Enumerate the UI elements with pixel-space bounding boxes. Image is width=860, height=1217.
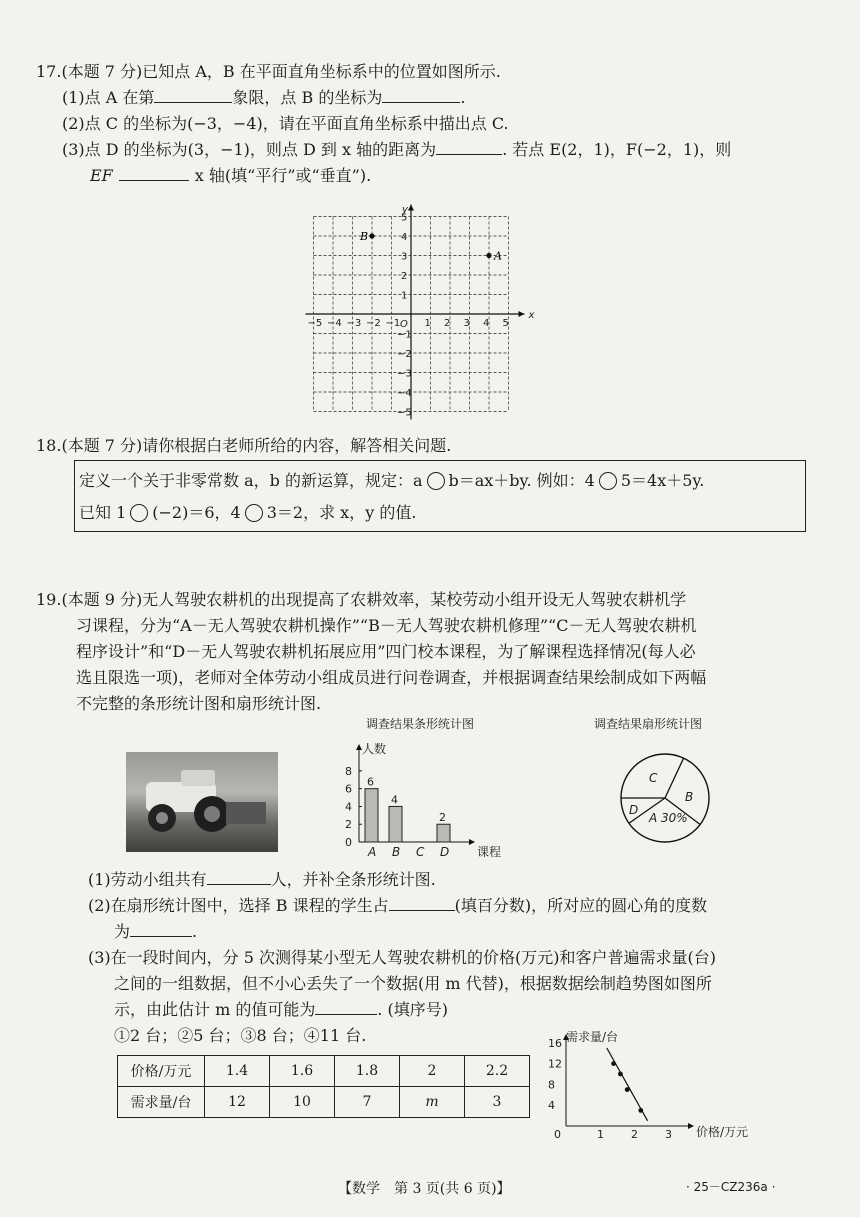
- q19-part1-text: (1)劳动小组共有: [88, 870, 207, 889]
- operator-circle-icon: [130, 504, 148, 522]
- pie-slice-label: D: [629, 803, 639, 817]
- q17-part1-text-a: (1)点 A 在第: [62, 88, 155, 107]
- definition-text: 已知 1: [79, 503, 127, 522]
- q19-line-3: 程序设计”和“D－无人驾驶农耕机拓展应用”四门校本课程，为了解课程选择情况(每人必: [76, 642, 696, 661]
- bar-chart-title: 调查结果条形统计图: [366, 717, 475, 731]
- pie-chart: [610, 748, 720, 848]
- q19-part1-text: 人，并补全条形统计图.: [270, 870, 436, 889]
- x-tick-label: D: [440, 845, 450, 858]
- y-tick-label: 6: [345, 782, 352, 796]
- table-cell: 2: [400, 1056, 465, 1087]
- q17-part3: [62, 140, 731, 160]
- x-tick-label: 2: [444, 318, 451, 329]
- data-point: [611, 1061, 616, 1066]
- q17-part3-cont: [90, 166, 371, 186]
- q19-part2-text: (2)在扇形统计图中，选择 B 课程的学生占: [88, 896, 389, 915]
- y-axis-label: y: [402, 204, 408, 216]
- q19-part1: [88, 870, 436, 890]
- x-axis-label: 价格/万元: [696, 1125, 749, 1139]
- data-point: [638, 1108, 643, 1113]
- y-tick-label: 8: [345, 764, 352, 778]
- tick-labels: [308, 205, 535, 419]
- q19-line-4: 选且限选一项)，老师对全体劳动小组成员进行问卷调查，并根据调查结果绘制成如下两幅: [76, 668, 707, 687]
- q19-part3-a: (3)在一段时间内，分 5 次测得某小型无人驾驶农耕机的价格(万元)和客户普遍需求量(台): [88, 948, 716, 967]
- y-tick-label: −3: [397, 368, 412, 380]
- operator-circle-icon: [427, 472, 445, 490]
- answer-blank[interactable]: [315, 1000, 377, 1015]
- x-axis-label: x: [528, 310, 535, 321]
- x-tick-label: −5: [307, 318, 323, 329]
- q19-part2-cont: [114, 922, 197, 942]
- price-demand-table: [117, 1055, 530, 1118]
- x-tick-label: 1: [424, 318, 431, 329]
- y-tick-label: 5: [401, 212, 408, 224]
- bar-value-label: 6: [367, 775, 374, 789]
- y-tick-label: −2: [397, 349, 412, 360]
- y-tick-label: 2: [345, 818, 352, 832]
- answer-blank[interactable]: [382, 88, 460, 103]
- q19-part3-b: 之间的一组数据，但不小心丢失了一个数据(用 m 代替)，根据数据绘制趋势图如图所: [114, 974, 712, 993]
- q19-part3-options: ①2 台；②5 台；③8 台；④11 台.: [114, 1026, 367, 1045]
- x-tick-label: 0: [554, 1128, 561, 1141]
- answer-blank[interactable]: [436, 140, 502, 155]
- trend-chart: [540, 1028, 770, 1148]
- q17-stem: 17.(本题 7 分)已知点 A，B 在平面直角坐标系中的位置如图所示.: [36, 62, 501, 81]
- table-row: [118, 1056, 530, 1087]
- q19-part2: [88, 896, 707, 916]
- q17-ef-label: EF: [90, 166, 113, 185]
- origin-label: O: [400, 319, 408, 330]
- data-point: [625, 1087, 630, 1092]
- q19-line-2: 习课程，分为“A－无人驾驶农耕机操作”“B－无人驾驶农耕机修理”“C－无人驾驶农耕机: [76, 616, 697, 635]
- q19-line-5: 不完整的条形统计图和扇形统计图.: [76, 694, 322, 713]
- definition-line-1: [79, 471, 704, 491]
- definition-text: 定义一个关于非零常数 a，b 的新运算，规定：a: [79, 471, 423, 490]
- y-axis-label: 需求量/台: [566, 1030, 619, 1044]
- table-cell: m: [400, 1087, 465, 1118]
- x-tick-label: A: [368, 845, 377, 858]
- q19-part3-text: . (填序号): [377, 1000, 449, 1019]
- answer-blank[interactable]: [154, 88, 232, 103]
- x-axis-label: 课程: [477, 845, 502, 858]
- q19-line-1: 19.(本题 9 分)无人驾驶农耕机的出现提高了农耕效率，某校劳动小组开设无人驾驶农耕机学: [36, 590, 687, 609]
- operator-circle-icon: [599, 472, 617, 490]
- table-row: [118, 1087, 530, 1118]
- x-tick-label: 3: [463, 318, 470, 329]
- x-arrow-icon: [519, 311, 525, 317]
- x-tick-label: C: [416, 845, 425, 858]
- y-tick-label: 4: [548, 1099, 555, 1113]
- answer-blank[interactable]: [130, 922, 192, 937]
- y-tick-label: −4: [397, 388, 412, 399]
- q17-part3-text-d: x 轴(填“平行”或“垂直”).: [194, 166, 372, 185]
- x-tick-label: 2: [631, 1128, 638, 1141]
- bar: [389, 806, 402, 842]
- q17-part3-text-a: (3)点 D 的坐标为(3，−1)，则点 D 到 x 轴的距离为: [62, 140, 437, 159]
- y-tick-label: 4: [401, 232, 408, 243]
- x-tick-label: 4: [483, 318, 490, 329]
- y-axis-label: 人数: [362, 742, 387, 756]
- y-tick-label: −1: [397, 329, 412, 341]
- bar: [437, 824, 450, 842]
- table-cell: 10: [270, 1087, 335, 1118]
- x-arrow-icon: [688, 1123, 694, 1129]
- y-tick-label: 3: [401, 251, 408, 263]
- q19-part3-text: 示，由此估计 m 的值可能为: [114, 1000, 316, 1019]
- x-tick-label: 5: [502, 318, 509, 329]
- x-arrow-icon: [469, 839, 475, 845]
- q17-part2: (2)点 C 的坐标为(−3，−4)，请在平面直角坐标系中描出点 C.: [62, 114, 509, 133]
- tractor-photo: [126, 752, 278, 852]
- page-footer: 【数学 第 3 页(共 6 页)】: [338, 1181, 511, 1197]
- q19-part2-text: 为: [114, 922, 131, 941]
- tractor-icon: [126, 752, 278, 852]
- q17-part1-text-c: .: [460, 88, 466, 107]
- x-tick-label: −1: [385, 318, 401, 329]
- q17-part3-text-b: . 若点 E(2，1)，F(−2，1)，则: [502, 140, 732, 159]
- bar-value-label: 2: [439, 811, 446, 825]
- point-a: [486, 253, 491, 258]
- y-tick-label: −5: [397, 407, 412, 419]
- pie-chart-title: 调查结果扇形统计图: [594, 717, 703, 731]
- table-header-cell: 需求量/台: [118, 1087, 205, 1118]
- q19-part2-text: (填百分数)，所对应的圆心角的度数: [454, 896, 708, 915]
- pie-slice-label: C: [649, 771, 658, 785]
- y-tick-label: 0: [345, 836, 352, 849]
- pie-slice-boundary: [665, 758, 684, 798]
- y-tick-label: 2: [401, 271, 408, 282]
- q17-part1-text-b: 象限，点 B 的坐标为: [232, 88, 383, 107]
- q19-part2-text: .: [192, 922, 198, 941]
- bar-chart: [335, 738, 515, 858]
- table-cell: 1.4: [205, 1056, 270, 1087]
- bar-value-label: 4: [391, 793, 398, 807]
- x-tick-label: 3: [665, 1128, 672, 1141]
- point-label: B: [360, 230, 369, 243]
- answer-blank[interactable]: [119, 166, 189, 181]
- y-tick-label: 4: [345, 800, 352, 814]
- operator-circle-icon: [245, 504, 263, 522]
- definition-text: 5＝4x＋5y.: [620, 471, 705, 490]
- x-tick-label: −4: [327, 318, 342, 329]
- table-cell: 3: [465, 1087, 530, 1118]
- definition-text: 3＝2，求 x，y 的值.: [266, 503, 417, 522]
- y-tick-label: 8: [548, 1078, 555, 1092]
- q19-part3-c: [114, 1000, 448, 1020]
- table-cell: 12: [205, 1087, 270, 1118]
- coordinate-grid[interactable]: [296, 186, 546, 426]
- pie-slice-label: B: [685, 790, 694, 804]
- data-point: [618, 1072, 623, 1077]
- x-tick-label: −2: [366, 318, 381, 329]
- y-arrow-icon: [408, 205, 414, 211]
- table-cell: 1.6: [270, 1056, 335, 1087]
- table-cell: 7: [335, 1087, 400, 1118]
- answer-blank[interactable]: [207, 870, 271, 885]
- definition-text: b＝ax＋by. 例如：4: [448, 471, 595, 490]
- x-tick-label: −3: [346, 318, 362, 329]
- y-tick-label: 16: [548, 1036, 562, 1050]
- definition-line-2: [79, 503, 416, 523]
- answer-blank[interactable]: [389, 896, 455, 911]
- table-header-cell: 价格/万元: [118, 1056, 205, 1087]
- table-cell: 1.8: [335, 1056, 400, 1087]
- point-b: [369, 233, 374, 238]
- pie-slice-label: A 30%: [649, 811, 688, 825]
- q18-stem: 18.(本题 7 分)请你根据白老师所给的内容，解答相关问题.: [36, 436, 452, 455]
- page-code: · 25－CZ236a ·: [686, 1180, 776, 1194]
- q17-part1: [62, 88, 465, 108]
- bar: [365, 789, 378, 842]
- x-tick-label: B: [392, 845, 401, 858]
- axes: [306, 205, 525, 420]
- table-cell: 2.2: [465, 1056, 530, 1087]
- x-tick-label: 1: [597, 1128, 604, 1141]
- definition-text: (−2)＝6，4: [152, 503, 241, 522]
- definition-box: [74, 460, 806, 532]
- point-label: A: [494, 249, 502, 263]
- y-tick-label: 12: [548, 1057, 562, 1071]
- y-tick-label: 1: [401, 290, 408, 302]
